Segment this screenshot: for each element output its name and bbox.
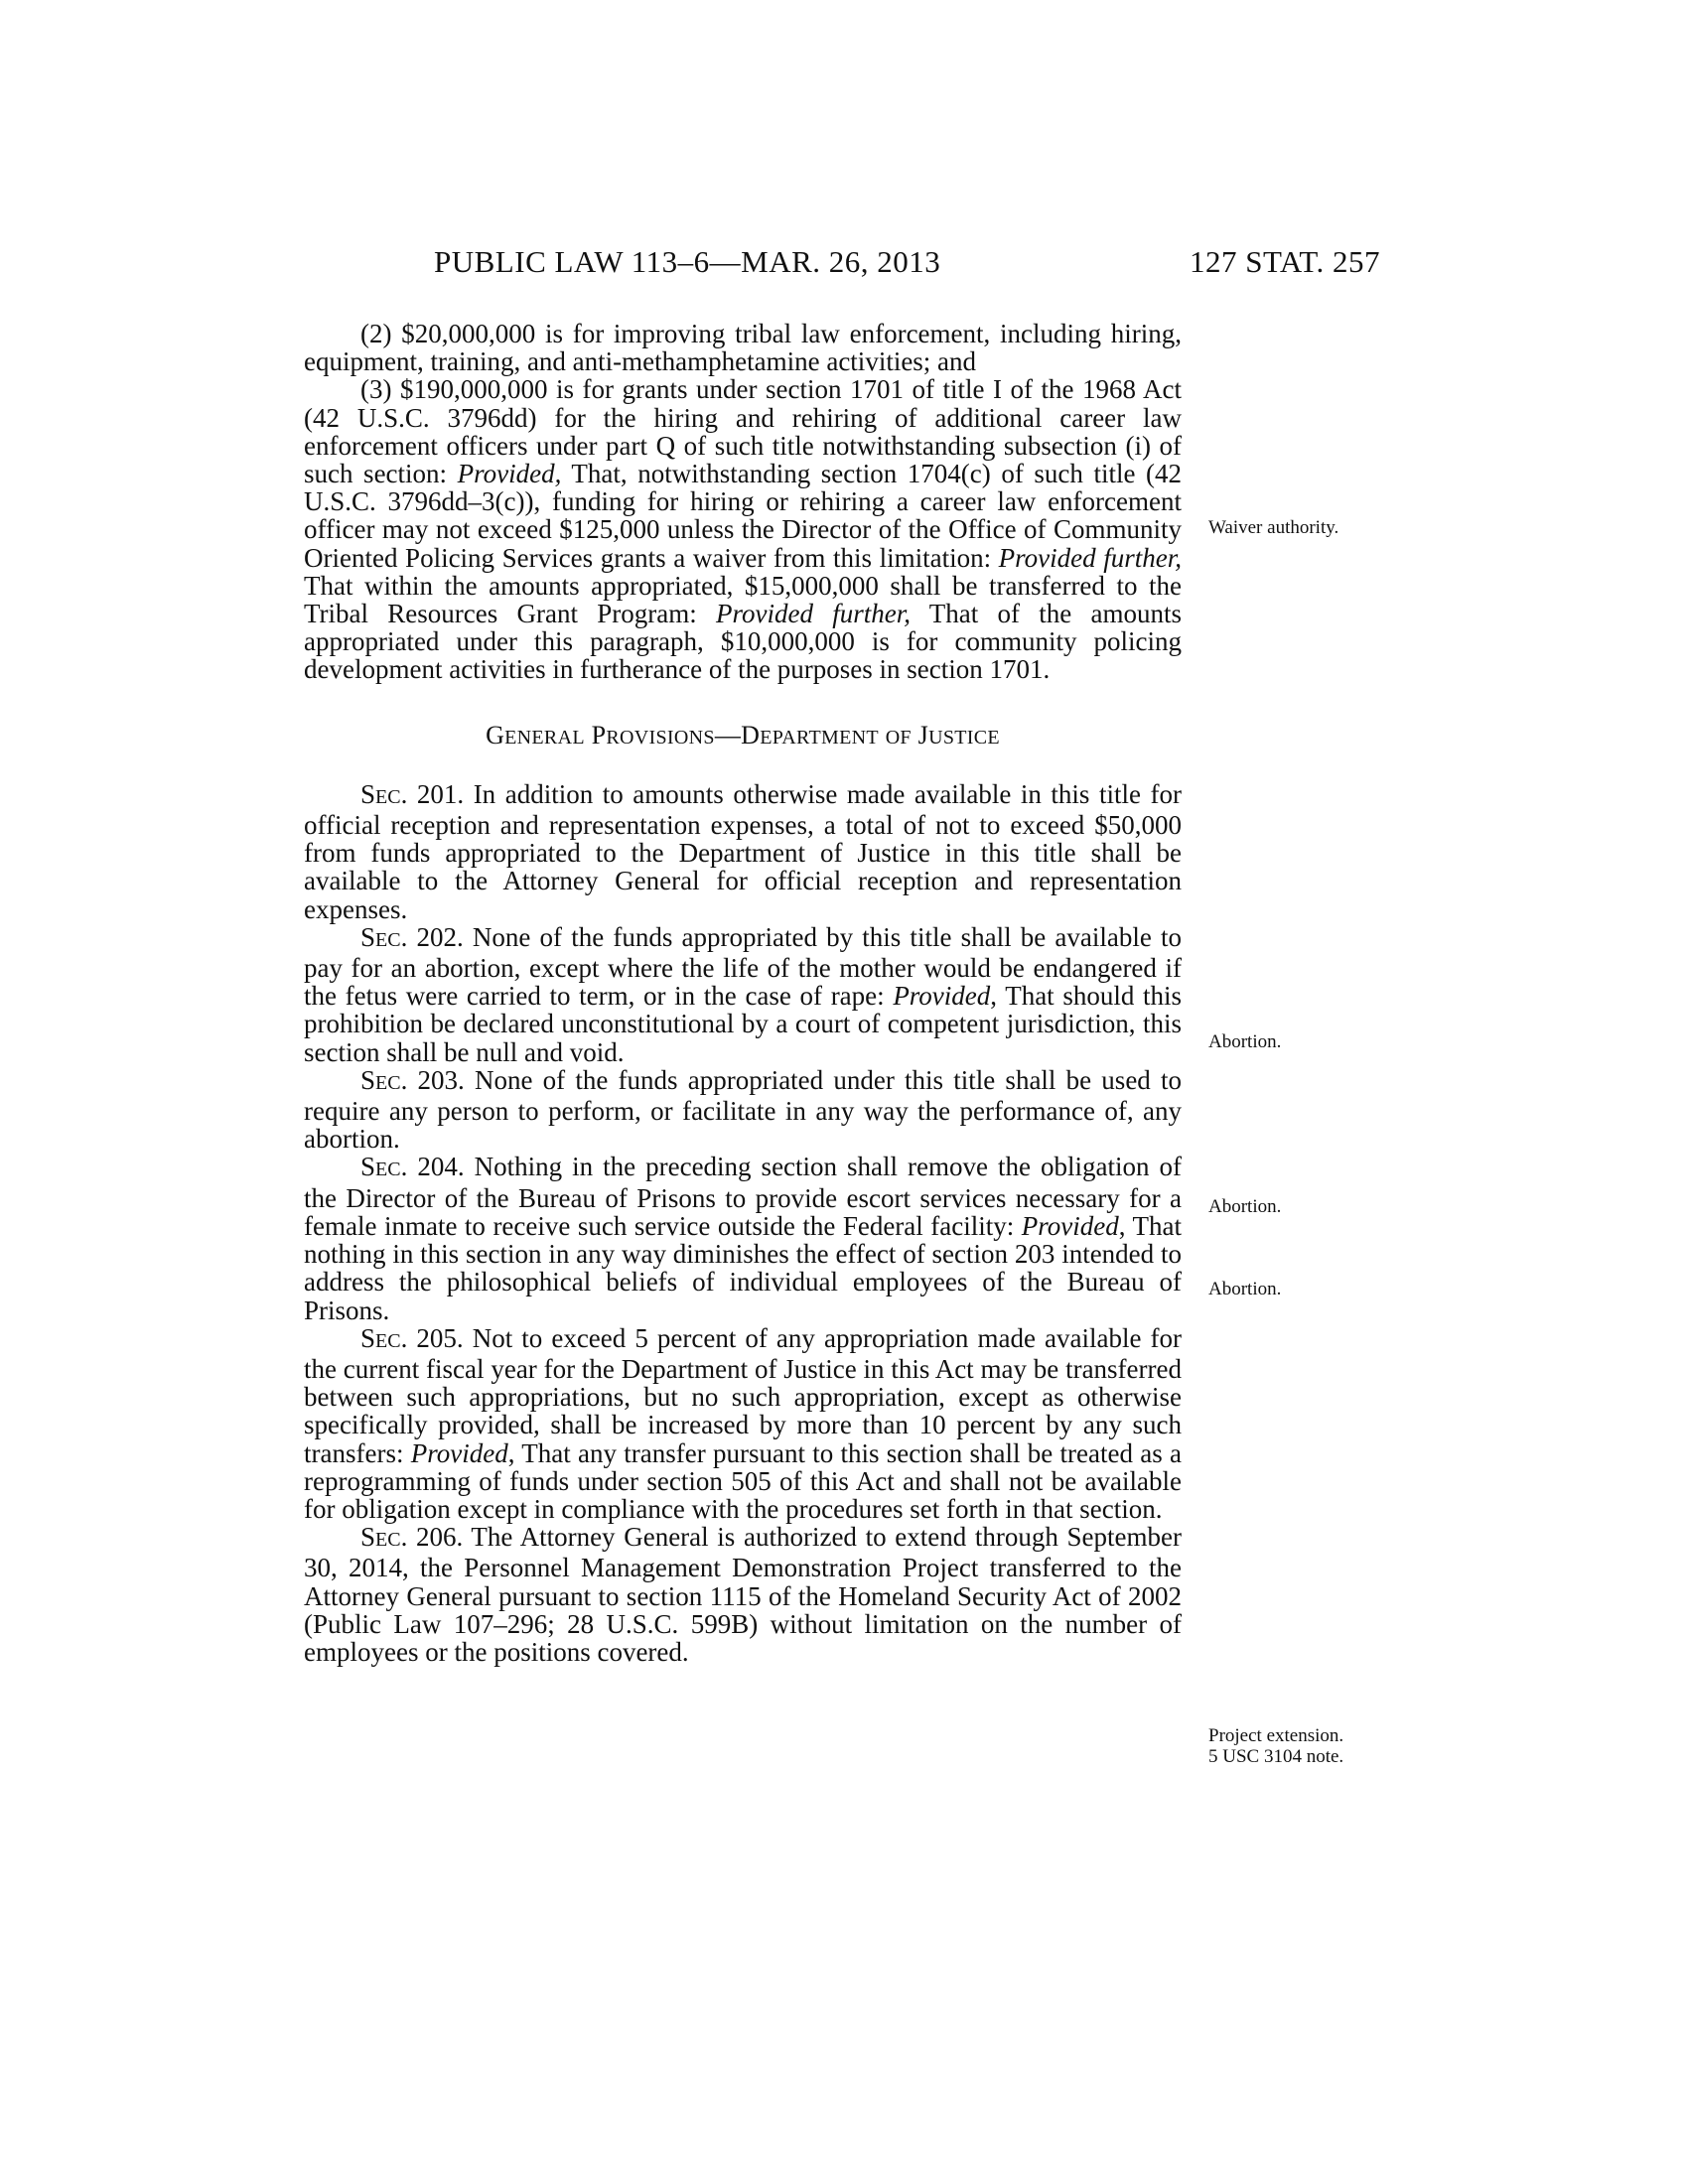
paragraph-3-text-c: That within the amounts appropriated, $15,000,000 shall be transferred to the Tribal Resources Grant Program:: [304, 570, 1182, 629]
paragraph-2-text: (2) $20,000,000 is for improving tribal law enforcement, including hiring, equipment, training, and anti-methamphetamine activities; and: [304, 319, 1182, 377]
header-title: PUBLIC LAW 113–6—MAR. 26, 2013: [434, 244, 941, 279]
section-203: SEC. 203. None of the funds appropriated under this title shall be used to require any person to perform, or facilitate in any way the performance of, any abortion.: [304, 1064, 1182, 1155]
page-number: 127 STAT. 257: [1189, 244, 1380, 279]
running-header: [298, 244, 1380, 294]
paragraph-3-text-d: That of the amounts appropriated under this paragraph, $10,000,000 is for community policing development activities in furtherance of the purposes in section 1701.: [304, 599, 1183, 685]
paragraph-3-text-a: (3) $190,000,000 is for grants under section 1701 of title I of the 1968 Act (42 U.S.C. 3796dd) for the hiring and rehiring of additional career law enforcement officers under part Q of such title notwithstanding subsection (i) of such section:: [304, 374, 1182, 489]
proviso-provided-further-2: Provided further,: [716, 599, 911, 629]
section-heading: GENERAL PROVISIONS—DEPARTMENT OF JUSTICE: [486, 720, 1000, 750]
margin-note-waiver: Waiver authority.: [1208, 517, 1339, 538]
section-206: SEC. 206. The Attorney General is authorized to extend through September 30, 2014, the Personnel Management Demonstration Project transferred to the Attorney General pursuant to section 1115 of the Homeland Security Act of 2002 (Public Law 107–296; 28 U.S.C. 599B) without limitation on the number of employees or the positions covered.: [304, 1522, 1182, 1667]
proviso-provided: Provided,: [457, 459, 562, 489]
section-202: SEC. 202. None of the funds appropriated by this title shall be available to pay for an abortion, except where the life of the mother would be endangered if the fetus were carried to term, or in the case of rape: Provided, That should this prohibition be declared unconstitutional by a court of competent jurisdiction, this section shall be null and void.: [304, 921, 1182, 1067]
margin-note-abortion-204: Abortion.: [1208, 1279, 1282, 1299]
margin-note-abortion-202: Abortion.: [1208, 1031, 1282, 1052]
proviso-provided-further: Provided further,: [998, 542, 1182, 573]
section-201: SEC. 201. In addition to amounts otherwise made available in this title for official reception and representation expenses, a total of not to exceed $50,000 from funds appropriated to the Department of Justice in this title shall be available to the Attorney General for official reception and representation expenses.: [304, 778, 1182, 924]
section-205: SEC. 205. Not to exceed 5 percent of any appropriation made available for the current fiscal year for the Department of Justice in this Act may be transferred between such appropriations, but no such appropriation, except as otherwise specifically provided, shall be increased by more than 10 percent by any such transfers: Provided, That any transfer pursuant to this section shall be treated as a reprogramming of funds under section 505 of this Act and shall not be available for obligation except in compliance with the procedures set forth in that section.: [304, 1322, 1182, 1524]
margin-note-project-extension: Project extension.: [1208, 1725, 1344, 1746]
paragraph-3: [304, 375, 1182, 683]
paragraph-3-text-b: That, notwithstanding section 1704(c) of such title (42 U.S.C. 3796dd–3(c)), funding for hiring or rehiring a career law enforcement officer may not exceed $125,000 unless the Director of the Office of Community Oriented Policing Services grants a waiver from this limitation:: [304, 459, 1182, 573]
document-body: [304, 320, 1182, 1666]
margin-note-usc: 5 USC 3104 note.: [1208, 1746, 1344, 1767]
paragraph-2: [304, 320, 1182, 375]
margin-note-abortion-203: Abortion.: [1208, 1196, 1282, 1217]
section-204: SEC. 204. Nothing in the preceding section shall remove the obligation of the Director of the Bureau of Prisons to provide escort services necessary for a female inmate to receive such service outside the Federal facility: Provided, That nothing in this section in any way diminishes the effect of section 203 intended to address the philosophical beliefs of individual employees of the Bureau of Prisons.: [304, 1152, 1182, 1325]
